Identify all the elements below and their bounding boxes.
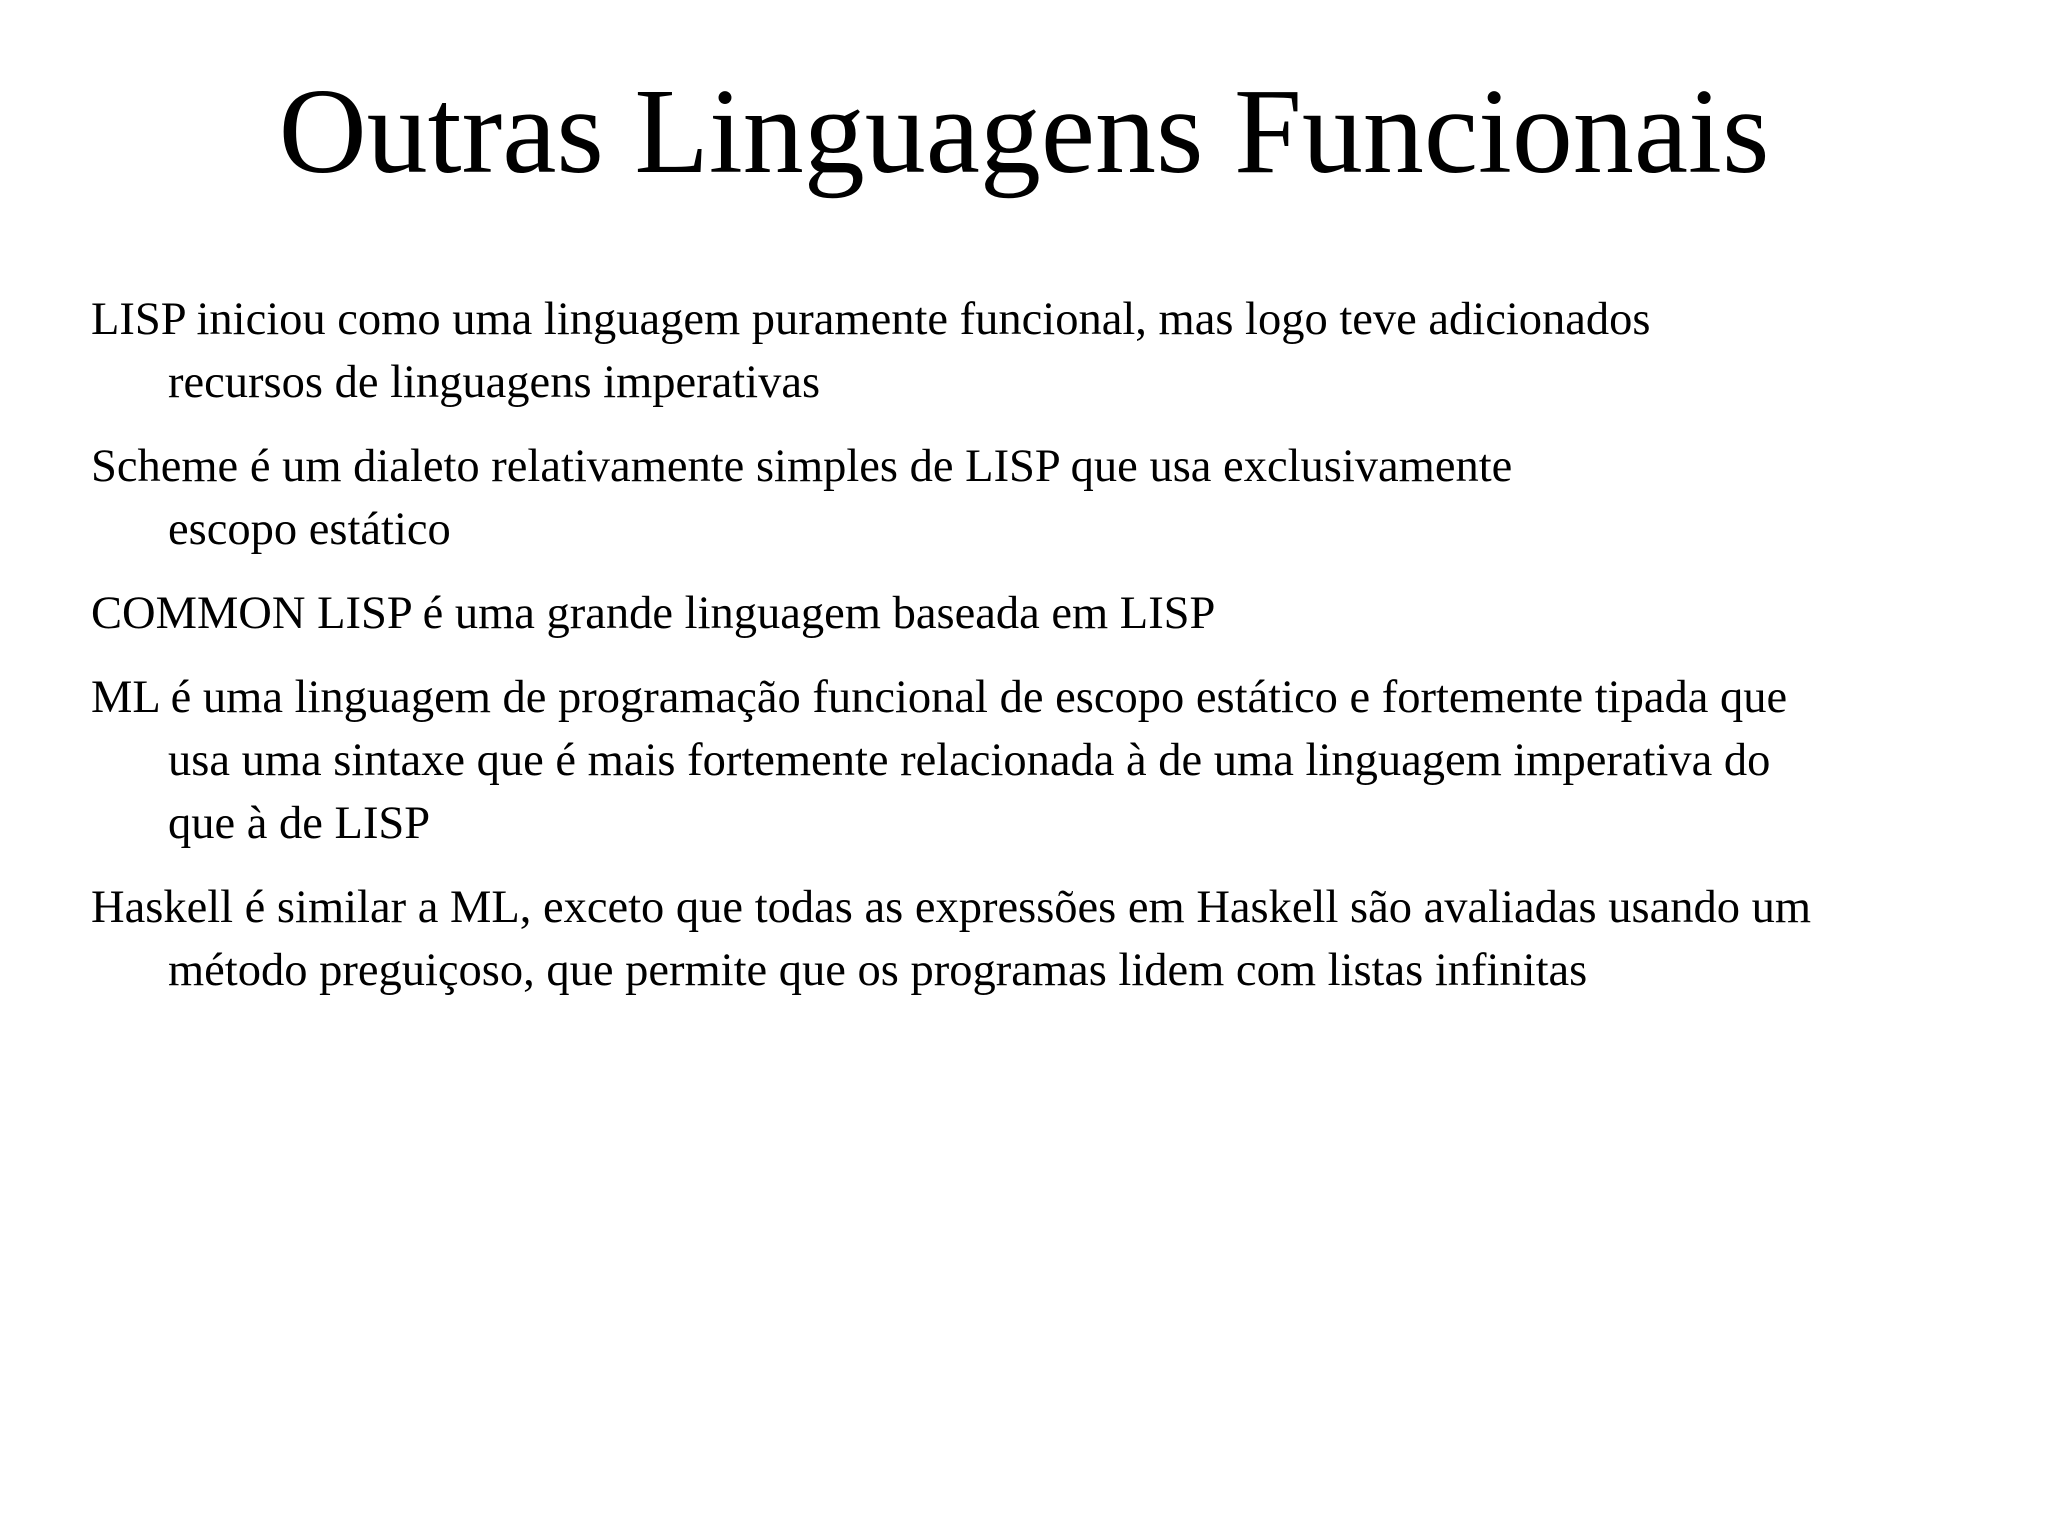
bullet-item-lisp — [91, 288, 2021, 414]
bullet-item-common-lisp — [91, 582, 2021, 645]
bullet-list — [91, 288, 2021, 1023]
bullet-item-scheme — [91, 435, 2021, 561]
bullet-text-line: ML é uma linguagem de programação funcional de escopo estático e fortemente tipada que — [91, 672, 1788, 723]
bullet-item-ml — [91, 666, 2021, 855]
bullet-text-line: Haskell é similar a ML, exceto que todas as expressões em Haskell são avaliadas usando um — [91, 882, 1812, 933]
bullet-text-line: escopo estático — [168, 504, 451, 555]
bullet-text-line: que à de LISP — [168, 798, 431, 849]
bullet-item-haskell — [91, 876, 2021, 1002]
bullet-text-line: método preguiçoso, que permite que os programas lidem com listas infinitas — [168, 945, 1588, 996]
bullet-text-line: LISP iniciou como uma linguagem puramente funcional, mas logo teve adicionados — [91, 294, 1651, 345]
bullet-text-line: usa uma sintaxe que é mais fortemente relacionada à de uma linguagem imperativa do — [168, 735, 1771, 786]
slide-title: Outras Linguagens Funcionais — [278, 64, 1770, 199]
bullet-text-line: recursos de linguagens imperativas — [168, 357, 821, 408]
bullet-text-line: Scheme é um dialeto relativamente simples de LISP que usa exclusivamente — [91, 441, 1513, 492]
bullet-text-line: COMMON LISP é uma grande linguagem baseada em LISP — [91, 588, 1216, 639]
